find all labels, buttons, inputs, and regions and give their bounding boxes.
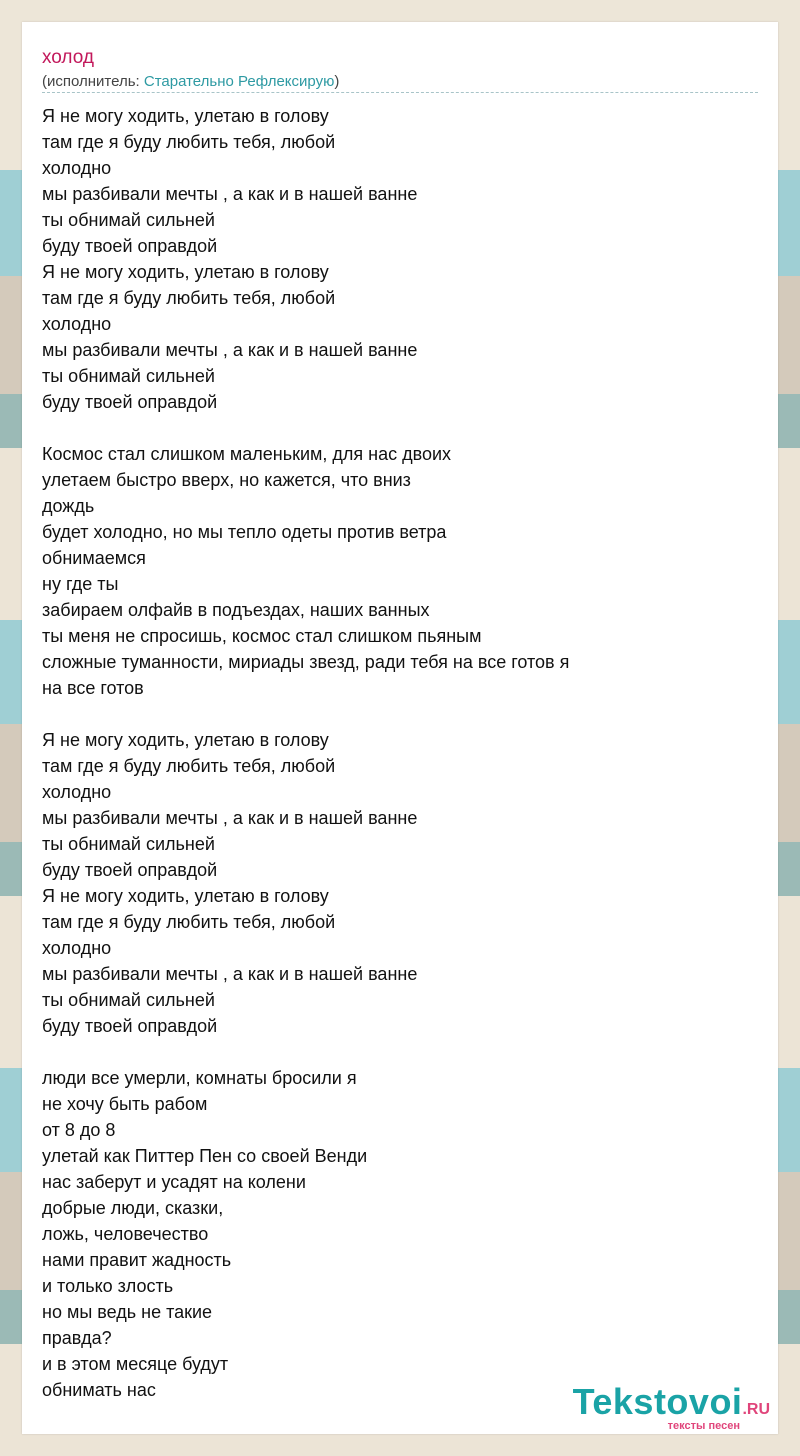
lyric-line: не хочу быть рабом xyxy=(42,1094,208,1114)
lyric-line: улетай как Питтер Пен со своей Венди xyxy=(42,1146,368,1166)
lyric-line xyxy=(42,1039,758,1065)
lyric-line xyxy=(42,701,758,727)
lyric-line: и в этом месяце будут xyxy=(42,1354,229,1374)
lyric-line: Я не могу ходить, улетаю в голову xyxy=(42,262,329,282)
lyric-line: нас заберут и усадят на колени xyxy=(42,1172,306,1192)
lyric-line: ты обнимай сильней xyxy=(42,834,215,854)
song-title: холод xyxy=(42,47,94,68)
lyric-line: от 8 до 8 xyxy=(42,1120,116,1140)
lyrics-card xyxy=(22,22,778,1434)
logo-wordmark: Tekstovoi xyxy=(572,1381,743,1422)
lyric-line: ну где ты xyxy=(42,574,119,594)
lyric-line: нами правит жадность xyxy=(42,1250,232,1270)
site-logo[interactable] xyxy=(572,1381,770,1432)
lyric-line: там где я буду любить тебя, любой xyxy=(42,756,336,776)
lyric-line: мы разбивали мечты , а как и в нашей ванне xyxy=(42,964,418,984)
lyric-line: мы разбивали мечты , а как и в нашей ванне xyxy=(42,340,418,360)
lyric-line: ты обнимай сильней xyxy=(42,210,215,230)
lyric-line: буду твоей оправдой xyxy=(42,1016,218,1036)
lyric-line: ты меня не спросишь, космос стал слишком пьяным xyxy=(42,626,482,646)
lyric-line: Я не могу ходить, улетаю в голову xyxy=(42,106,329,126)
lyric-line: ложь, человечество xyxy=(42,1224,209,1244)
lyrics-text xyxy=(42,103,758,1403)
lyric-line: ты обнимай сильней xyxy=(42,990,215,1010)
lyric-line: но мы ведь не такие xyxy=(42,1302,213,1322)
lyric-line: холодно xyxy=(42,314,112,334)
lyric-line: там где я буду любить тебя, любой xyxy=(42,132,336,152)
lyric-line: холодно xyxy=(42,938,112,958)
artist-suffix: ) xyxy=(334,73,340,90)
lyric-line: буду твоей оправдой xyxy=(42,860,218,880)
lyric-line: буду твоей оправдой xyxy=(42,392,218,412)
lyric-line: холодно xyxy=(42,782,112,802)
lyric-line: на все готов xyxy=(42,678,144,698)
lyric-line: люди все умерли, комнаты бросили я xyxy=(42,1068,357,1088)
artist-prefix: (исполнитель: xyxy=(42,73,144,90)
lyric-line: сложные туманности, мириады звезд, ради тебя на все готов я xyxy=(42,652,570,672)
lyric-line: там где я буду любить тебя, любой xyxy=(42,288,336,308)
lyric-line: улетаем быстро вверх, но кажется, что вниз xyxy=(42,470,411,490)
artist-line xyxy=(42,73,758,93)
lyric-line: Я не могу ходить, улетаю в голову xyxy=(42,730,329,750)
logo-tagline: тексты песен xyxy=(667,1420,740,1432)
lyric-line: обнимать нас xyxy=(42,1380,156,1400)
lyric-line: будет холодно, но мы тепло одеты против ветра xyxy=(42,522,447,542)
lyric-line: Космос стал слишком маленьким, для нас двоих xyxy=(42,444,452,464)
lyric-line: мы разбивали мечты , а как и в нашей ванне xyxy=(42,808,418,828)
lyric-line: холодно xyxy=(42,158,112,178)
lyric-line: там где я буду любить тебя, любой xyxy=(42,912,336,932)
lyric-line: обнимаемся xyxy=(42,548,146,568)
lyric-line: забираем олфайв в подъездах, наших ванных xyxy=(42,600,430,620)
artist-link[interactable]: Старательно Рефлексирую xyxy=(143,73,335,90)
lyric-line: ты обнимай сильней xyxy=(42,366,215,386)
lyric-line: правда? xyxy=(42,1328,112,1348)
lyric-line: и только злость xyxy=(42,1276,174,1296)
lyric-line: мы разбивали мечты , а как и в нашей ванне xyxy=(42,184,418,204)
lyric-line: буду твоей оправдой xyxy=(42,236,218,256)
lyric-line: Я не могу ходить, улетаю в голову xyxy=(42,886,329,906)
lyric-line xyxy=(42,415,758,441)
lyric-line: добрые люди, сказки, xyxy=(42,1198,224,1218)
logo-tld: .RU xyxy=(742,1401,770,1418)
lyric-line: дождь xyxy=(42,496,95,516)
